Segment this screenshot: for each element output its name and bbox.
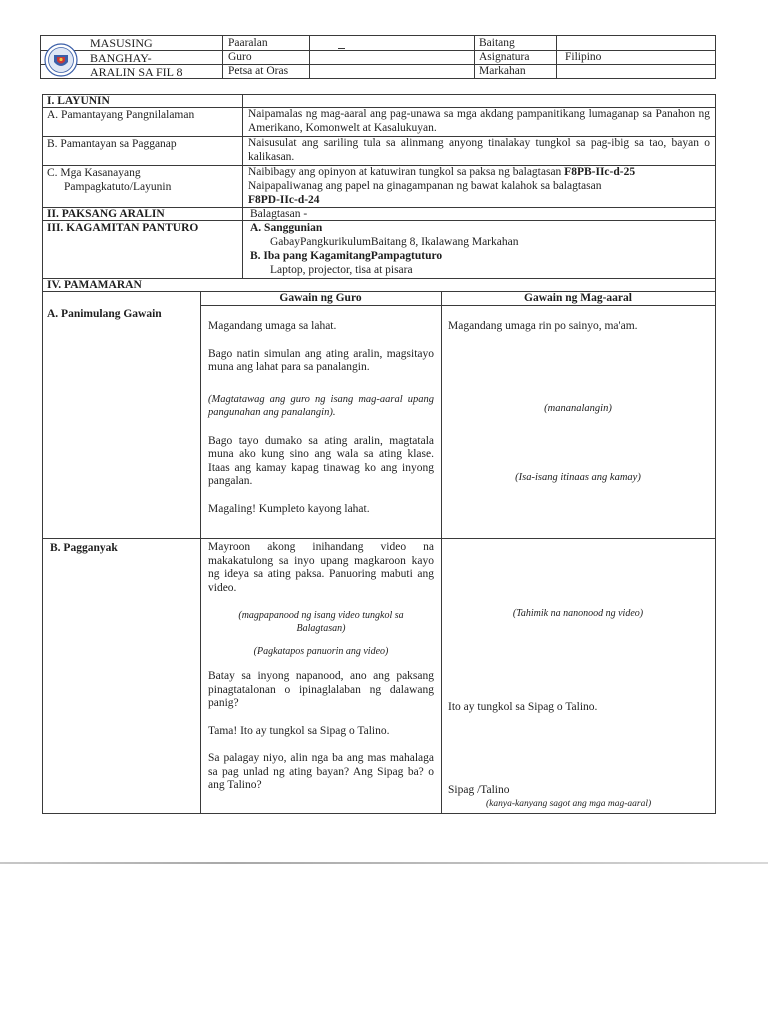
pamantayan-pagganap-text: Naisusulat ang sariling tula sa alinmang anyong tinalakay tungkol sa pag-ibig sa tao, bayan o kalikasan.	[248, 137, 710, 163]
kasanayan-text-1	[248, 166, 635, 180]
guro-line: Sa palagay niyo, alin nga ba ang mas mahalaga sa pag unlad ng ating bayan? Ang Sipag ba? o ang Talino?	[208, 752, 434, 791]
guro-line: Bago tayo dumako sa ating aralin, magtatala muna ako kung sino ang wala sa ating klase. Itaas ang kamay kapag tinawag ko ang inyong pangalan.	[208, 434, 434, 487]
kasanayan-code-2: F8PD-IIc-d-24	[248, 194, 320, 206]
layunin-heading: I. LAYUNIN	[47, 95, 110, 107]
magaaral-stage-direction: (mananalangin)	[544, 403, 612, 414]
guro-line: Magaling! Kumpleto kayong lahat.	[208, 502, 370, 515]
asignatura-label: Asignatura	[479, 51, 530, 63]
col-header-magaaral: Gawain ng Mag-aaral	[524, 292, 632, 304]
markahan-label: Markahan	[479, 65, 526, 77]
kasanayan-label-1: C. Mga Kasanayang	[47, 167, 141, 179]
title-line-1: MASUSING	[90, 36, 153, 50]
guro-stage-direction: (magpapanood ng isang video tungkol sa Balagtasan)	[238, 610, 404, 634]
kasanayan-label-2: Pampagkatuto/Layunin	[64, 181, 172, 193]
magaaral-stage-direction: (Isa-isang itinaas ang kamay)	[515, 472, 641, 483]
guro-line: Bago natin simulan ang ating aralin, magsitayo muna ang lahat para sa panalangin.	[208, 347, 434, 373]
kasanayan-text-1-body: Naibibagy ang opinyon at katuwiran tungkol sa paksa ng balagtasan	[248, 166, 562, 178]
panimulang-gawain-label: A. Panimulang Gawain	[47, 308, 162, 320]
iba-pang-kagamitan-value: Laptop, projector, tisa at pisara	[270, 264, 413, 276]
panimulang-guro-cell	[208, 320, 434, 516]
kagamitan-heading: III. KAGAMITAN PANTURO	[47, 222, 199, 234]
guro-stage-direction: (Pagkatapos panuorin ang video)	[253, 646, 389, 657]
pamamaran-heading: IV. PAMAMARAN	[47, 279, 142, 291]
pagganyak-guro-cell	[208, 541, 434, 793]
guro-line: Batay sa inyong napanood, ano ang paksang pinagtatalonan o ipinaglalaban ng dalawang panig?	[208, 670, 434, 709]
guro-line: Magandang umaga sa lahat.	[208, 320, 337, 332]
guro-stage-direction: (Magtatawag ang guro ng isang mag-aaral upang pangunahan ang panalangin).	[208, 393, 434, 418]
paaralan-label: Paaralan	[228, 37, 268, 49]
title-line-2: BANGHAY-	[90, 51, 152, 65]
col-header-guro: Gawain ng Guro	[279, 292, 362, 304]
paksa-value: Balagtasan -	[250, 208, 308, 220]
magaaral-line: Ito ay tungkol sa Sipag o Talino.	[448, 701, 598, 713]
pamantayang-pangnilalaman-label: A. Pamantayang Pangnilalaman	[47, 109, 195, 121]
page-edge	[0, 862, 768, 864]
iba-pang-kagamitan-label: B. Iba pang KagamitangPampagtuturo	[250, 250, 443, 262]
paksa-heading: II. PAKSANG ARALIN	[47, 208, 165, 220]
asignatura-value: Filipino	[565, 51, 602, 63]
magaaral-line: Sipag /Talino	[448, 784, 510, 796]
sanggunian-label: A. Sanggunian	[250, 222, 323, 234]
dash-mark	[338, 48, 345, 49]
kasanayan-text-2: Naipapaliwanag ang papel na ginagampanan ng bawat kalahok sa balagtasan	[248, 180, 602, 192]
petsa-label: Petsa at Oras	[228, 65, 289, 77]
pagganyak-label: B. Pagganyak	[50, 542, 118, 554]
pamantayan-pagganap-label: B. Pamantayan sa Pagganap	[47, 138, 177, 150]
kasanayan-code-1: F8PB-IIc-d-25	[564, 166, 636, 178]
title-line-3: ARALIN SA FIL 8	[90, 65, 183, 79]
magaaral-line: Magandang umaga rin po sainyo, ma'am.	[448, 320, 638, 332]
magaaral-stage-direction: (Tahimik na nanonood ng video)	[512, 608, 644, 619]
guro-label: Guro	[228, 51, 252, 63]
sanggunian-value: GabayPangkurikulumBaitang 8, Ikalawang Markahan	[270, 236, 519, 248]
magaaral-stage-direction: (kanya-kanyang sagot ang mga mag-aaral)	[486, 799, 652, 809]
guro-line: Tama! Ito ay tungkol sa Sipag o Talino.	[208, 724, 390, 737]
baitang-label: Baitang	[479, 37, 515, 49]
deped-seal-icon	[44, 43, 78, 77]
guro-line: Mayroon akong inihandang video na makakatulong sa inyo upang magkaroon kayo ng ideya sa ating paksa. Panuoring mabuti ang video.	[208, 541, 434, 594]
pamantayang-pangnilalaman-text: Naipamalas ng mag-aaral ang pag-unawa sa mga akdang pampanitikang lumaganap sa Panahon ng Amerikano, Komonwelt at Kasalukuyan.	[248, 108, 710, 134]
